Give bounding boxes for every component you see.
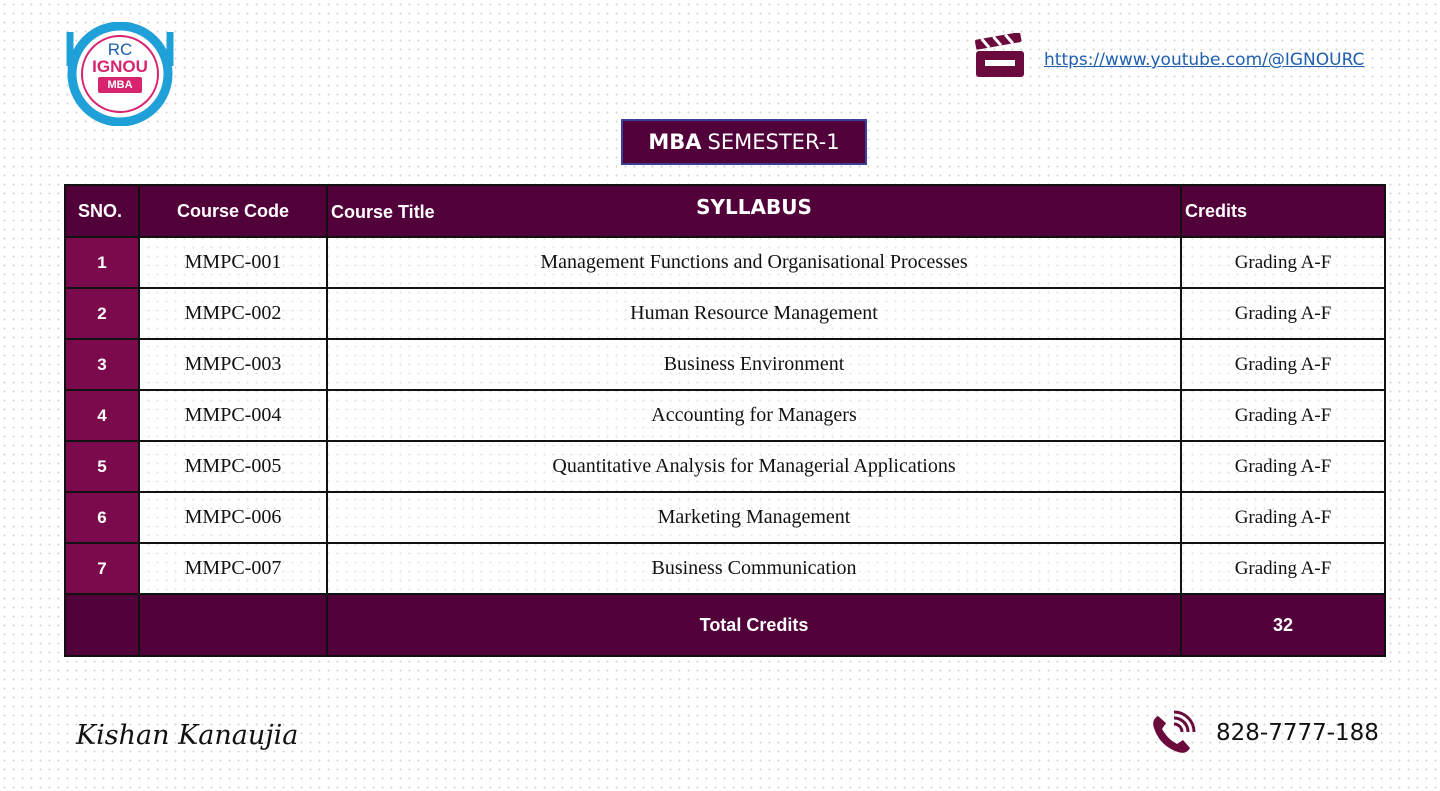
column-header-title-cell (327, 185, 1181, 237)
total-empty-cell (139, 594, 327, 656)
column-header-credits: Credits (1181, 185, 1385, 237)
course-title: Business Communication (327, 543, 1181, 594)
total-empty-cell (65, 594, 139, 656)
semester-program: MBA (648, 130, 702, 154)
course-credits: Grading A-F (1181, 543, 1385, 594)
course-code: MMPC-001 (139, 237, 327, 288)
author-signature: Kishan Kanaujia (76, 720, 299, 751)
phone-number: 828-7777-188 (1216, 720, 1379, 746)
course-credits: Grading A-F (1181, 492, 1385, 543)
row-sno: 3 (65, 339, 139, 390)
youtube-link[interactable]: https://www.youtube.com/@IGNOURC (1044, 50, 1365, 70)
column-header-title: Course Title (331, 202, 435, 222)
total-row (65, 594, 1385, 656)
rc-ignou-logo (64, 22, 176, 126)
row-sno: 6 (65, 492, 139, 543)
course-credits: Grading A-F (1181, 237, 1385, 288)
table-row (65, 390, 1385, 441)
semester-label: SEMESTER-1 (707, 130, 840, 154)
table-row (65, 441, 1385, 492)
course-title: Management Functions and Organisational Processes (327, 237, 1181, 288)
column-header-code: Course Code (139, 185, 327, 237)
table-row (65, 492, 1385, 543)
course-credits: Grading A-F (1181, 441, 1385, 492)
logo-ignou-text: IGNOU (92, 57, 148, 76)
course-credits: Grading A-F (1181, 288, 1385, 339)
course-code: MMPC-003 (139, 339, 327, 390)
logo-rc-text: RC (107, 40, 133, 59)
column-header-sno: SNO. (65, 185, 139, 237)
total-label: Total Credits (327, 594, 1181, 656)
course-code: MMPC-002 (139, 288, 327, 339)
table-row (65, 237, 1385, 288)
course-credits: Grading A-F (1181, 339, 1385, 390)
syllabus-caption: SYLLABUS (696, 195, 812, 219)
total-value: 32 (1181, 594, 1385, 656)
course-code: MMPC-007 (139, 543, 327, 594)
row-sno: 7 (65, 543, 139, 594)
logo-mba-text: MBA (107, 79, 133, 91)
row-sno: 1 (65, 237, 139, 288)
course-title: Marketing Management (327, 492, 1181, 543)
phone-call-icon (1150, 710, 1196, 756)
course-title: Accounting for Managers (327, 390, 1181, 441)
course-code: MMPC-006 (139, 492, 327, 543)
semester-heading (621, 119, 867, 165)
row-sno: 4 (65, 390, 139, 441)
course-title: Human Resource Management (327, 288, 1181, 339)
table-row (65, 339, 1385, 390)
table-header-row (65, 185, 1385, 237)
row-sno: 5 (65, 441, 139, 492)
table-row (65, 543, 1385, 594)
course-credits: Grading A-F (1181, 390, 1385, 441)
row-sno: 2 (65, 288, 139, 339)
course-title: Quantitative Analysis for Managerial Applications (327, 441, 1181, 492)
course-code: MMPC-005 (139, 441, 327, 492)
syllabus-table (64, 184, 1386, 657)
course-code: MMPC-004 (139, 390, 327, 441)
clapperboard-icon (973, 33, 1027, 79)
table-row (65, 288, 1385, 339)
course-title: Business Environment (327, 339, 1181, 390)
